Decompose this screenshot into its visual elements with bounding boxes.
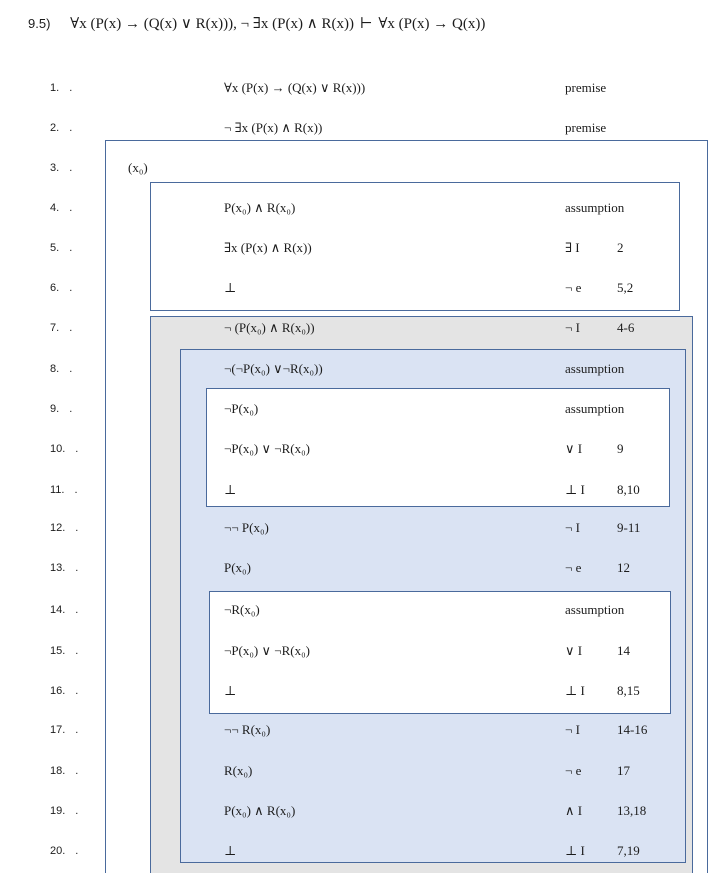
proof-line-6 — [0, 278, 720, 298]
line-formula: ⊥ — [224, 482, 237, 497]
proof-line-7 — [0, 318, 720, 338]
line-number: 5. . — [50, 242, 73, 254]
proof-line-8 — [0, 359, 720, 379]
line-reference: 9-11 — [617, 520, 641, 535]
line-justification: assumption — [565, 602, 625, 617]
line-justification: ¬ I — [565, 520, 580, 535]
line-number: 9. . — [50, 403, 73, 415]
line-formula: ∀x (P(x) → (Q(x) ∨ R(x))) — [224, 80, 366, 95]
line-formula: ∃x (P(x) ∧ R(x)) — [224, 240, 312, 255]
line-reference: 17 — [617, 763, 630, 778]
line-formula: P(x₀) ∧ R(x₀) — [224, 803, 296, 818]
line-formula: ¬¬ P(x₀) — [224, 520, 269, 535]
line-formula: P(x₀) ∧ R(x₀) — [224, 200, 296, 215]
line-number: 13. . — [50, 562, 79, 574]
line-number: 3. . — [50, 162, 73, 174]
proof-line-1 — [0, 78, 720, 98]
line-number: 15. . — [50, 645, 79, 657]
line-justification: assumption — [565, 361, 625, 376]
line-formula: ⊥ — [224, 843, 237, 858]
line-number: 2. . — [50, 122, 73, 134]
line-number: 20. . — [50, 845, 79, 857]
line-number: 7. . — [50, 322, 73, 334]
line-number: 10. . — [50, 443, 79, 455]
line-reference: 7,19 — [617, 843, 640, 858]
line-number: 8. . — [50, 363, 73, 375]
line-formula: ¬R(x₀) — [224, 602, 260, 617]
problem-conclusion: ∀x (P(x) → Q(x)) — [378, 16, 486, 32]
line-reference: 4-6 — [617, 320, 635, 335]
proof-line-12 — [0, 518, 720, 538]
line-justification: ∨ I — [565, 441, 583, 456]
line-number: 6. . — [50, 282, 73, 294]
line-formula: ¬P(x₀) ∨ ¬R(x₀) — [224, 643, 310, 658]
proof-line-14 — [0, 600, 720, 620]
line-number: 14. . — [50, 604, 79, 616]
line-formula: ¬¬ R(x₀) — [224, 722, 271, 737]
proof-line-20 — [0, 841, 720, 861]
line-justification: ¬ I — [565, 320, 580, 335]
proof-line-10 — [0, 439, 720, 459]
line-formula: ¬P(x₀) ∨ ¬R(x₀) — [224, 441, 310, 456]
line-reference: 9 — [617, 441, 624, 456]
proof-line-2 — [0, 118, 720, 138]
line-reference: 5,2 — [617, 280, 634, 295]
line-justification: assumption — [565, 401, 625, 416]
proof-line-17 — [0, 720, 720, 740]
proof-line-16 — [0, 681, 720, 701]
problem-premises: ∀x (P(x) → (Q(x) ∨ R(x))), ¬ ∃x (P(x) ∧ R(x)) — [70, 16, 354, 32]
line-justification: ∨ I — [565, 643, 583, 658]
line-reference: 8,15 — [617, 683, 640, 698]
line-formula: ¬(¬P(x₀) ∨¬R(x₀)) — [224, 361, 323, 376]
line-justification: premise — [565, 80, 607, 95]
line-number: 11. . — [50, 484, 78, 496]
line-justification: ¬ e — [565, 560, 582, 575]
proof-line-11 — [0, 480, 720, 500]
line-number: 19. . — [50, 805, 79, 817]
line-number: 17. . — [50, 724, 79, 736]
line-reference: 14 — [617, 643, 630, 658]
line-reference: 2 — [617, 240, 624, 255]
line-reference: 14-16 — [617, 722, 648, 737]
proof-line-3 — [0, 158, 720, 178]
scope-variable: (x₀) — [128, 160, 148, 175]
line-justification: premise — [565, 120, 607, 135]
line-justification: ⊥ I — [565, 843, 585, 858]
line-formula: ¬ ∃x (P(x) ∧ R(x)) — [224, 120, 323, 135]
line-justification: ¬ e — [565, 280, 582, 295]
proof-line-18 — [0, 761, 720, 781]
line-justification: ¬ e — [565, 763, 582, 778]
line-justification: ∧ I — [565, 803, 583, 818]
line-formula: R(x₀) — [224, 763, 253, 778]
turnstile-symbol: ⊢ — [359, 16, 373, 32]
line-justification: ⊥ I — [565, 683, 585, 698]
line-formula: ⊥ — [224, 683, 237, 698]
line-formula: ¬P(x₀) — [224, 401, 259, 416]
line-formula: P(x₀) — [224, 560, 251, 575]
line-formula: ⊥ — [224, 280, 237, 295]
line-reference: 12 — [617, 560, 630, 575]
line-justification: ⊥ I — [565, 482, 585, 497]
line-number: 1. . — [50, 82, 73, 94]
proof-line-15 — [0, 641, 720, 661]
proof-line-19 — [0, 801, 720, 821]
line-number: 16. . — [50, 685, 79, 697]
line-justification: assumption — [565, 200, 625, 215]
line-justification: ¬ I — [565, 722, 580, 737]
line-number: 18. . — [50, 765, 79, 777]
problem-statement — [28, 14, 485, 33]
problem-number: 9.5) — [28, 16, 51, 31]
proof-line-9 — [0, 399, 720, 419]
proof-line-4 — [0, 198, 720, 218]
line-reference: 8,10 — [617, 482, 640, 497]
line-number: 4. . — [50, 202, 73, 214]
line-formula: ¬ (P(x₀) ∧ R(x₀)) — [224, 320, 315, 335]
proof-line-13 — [0, 558, 720, 578]
line-justification: ∃ I — [565, 240, 580, 255]
line-number: 12. . — [50, 522, 79, 534]
line-reference: 13,18 — [617, 803, 647, 818]
proof-line-5 — [0, 238, 720, 258]
